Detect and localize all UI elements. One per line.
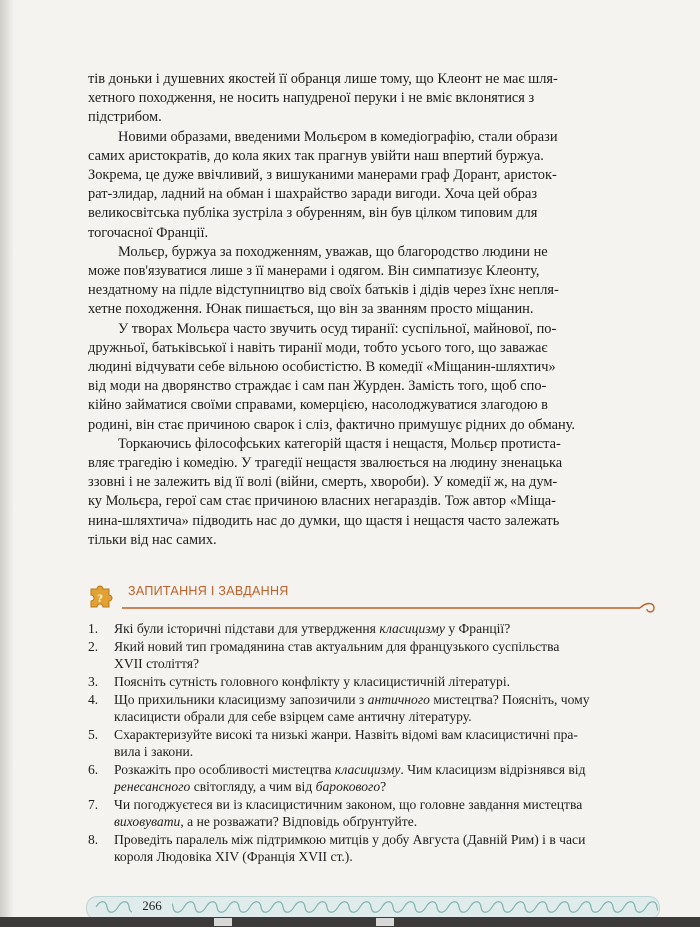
question-text: Поясніть сутність головного конфлікту у класицистичній літературі. — [114, 674, 511, 690]
text-line: Мольєр, буржуа за походженням, уважав, що благородство людини не — [118, 243, 548, 260]
ornament-swirl — [382, 902, 404, 913]
ornament-swirl — [536, 902, 558, 913]
ornament-swirl — [448, 902, 470, 913]
text-line: родині, він стає причиною сварок і сліз, фактично примушує рідних до обману. — [88, 416, 576, 433]
question-number: 1. — [88, 621, 99, 636]
svg-text:?: ? — [97, 591, 103, 605]
question-puzzle-icon — [86, 580, 118, 612]
ornament-swirl — [426, 902, 448, 913]
paragraph — [88, 70, 652, 128]
question-item — [88, 762, 652, 796]
viewer-bottom-bar — [0, 917, 700, 927]
question-text: короля Людовіка XIV (Франція XVII ст.). — [114, 849, 353, 865]
page-fold-shadow — [0, 0, 14, 927]
page-number: 266 — [132, 898, 172, 914]
question-text: XVII століття? — [114, 656, 200, 671]
question-text: ? — [380, 779, 387, 795]
scroll-handle-right[interactable] — [376, 918, 394, 926]
question-number: 4. — [88, 692, 99, 708]
question-item — [88, 832, 652, 866]
text-line: Торкаючись філософських категорій щастя і нещастя, Мольєр протиста- — [118, 435, 561, 452]
question-item — [88, 692, 652, 726]
question-item — [88, 674, 652, 691]
text-line: тів доньки і душевних якостей її обранця лише тому, що Клеонт не має шля- — [88, 71, 558, 87]
section-header — [86, 578, 658, 614]
text-line: тогочасної Франції. — [88, 224, 209, 241]
ornament-swirl — [470, 902, 492, 913]
text-line: ку Мольєра, герої сам стає причиною власних негараздів. Тож автор «Міща- — [88, 493, 556, 510]
question-text: Проведіть паралель між підтримкою митців у добу Августа (Давній Рим) і в часи — [114, 832, 586, 848]
question-number: 5. — [88, 727, 99, 743]
question-term: виховувати — [114, 814, 181, 830]
ornament-swirl — [272, 902, 294, 913]
questions-list — [88, 621, 652, 867]
text-line: може пов'язуватися лише з її манерами і одягом. Він симпатизує Клеонту, — [88, 263, 540, 280]
ornament-swirl — [206, 902, 228, 913]
text-line: тільки від нас самих. — [88, 531, 217, 548]
text-line: вляє трагедію і комедію. У трагедії нещастя звалюється на людину зненацька — [88, 455, 563, 472]
paragraph — [88, 320, 652, 435]
paragraph — [88, 243, 652, 320]
text-line: хетного походження, не носить напудреної перуки і не вміє вклонятися з — [88, 90, 535, 107]
question-text: у Франції? — [444, 621, 511, 636]
question-number: 3. — [88, 674, 99, 690]
ornament-swirl — [580, 902, 602, 913]
question-text: класицисти обрали для себе взірцем саме античну літературу. — [114, 709, 472, 725]
text-line: підстрибом. — [88, 109, 162, 126]
question-text: Чи погоджуєтеся ви із класицистичним законом, що головне завдання мистецтва — [114, 797, 583, 813]
text-line: людині відчувати себе вільною особистістю. В комедії «Міщанин-шляхтич» — [88, 359, 556, 376]
scroll-handle-left[interactable] — [214, 918, 232, 926]
paragraph — [88, 435, 652, 550]
question-item — [88, 727, 652, 761]
ornament-swirl — [316, 902, 338, 913]
ornament-swirl — [338, 902, 360, 913]
ornament-swirl — [360, 902, 382, 913]
question-item — [88, 621, 652, 638]
text-line: кійно займатися своїми справами, комерцією, насолоджуватися злагодою в — [88, 397, 548, 414]
ornament-swirl — [250, 902, 272, 913]
text-line: великосвітська публіка зустріла з обуренням, він був цілком типовим для — [88, 205, 538, 222]
question-number: 8. — [88, 832, 99, 848]
ornament-swirl — [602, 902, 624, 913]
text-line: хетне походження. Юнак пишається, що він за званням просто міщанин. — [88, 301, 534, 318]
ornament-swirl — [624, 902, 646, 913]
text-line: ззовні і не залежить від її волі (війни, смерть, хвороби). У комедії ж, на дум- — [88, 474, 558, 491]
section-title: ЗАПИТАННЯ І ЗАВДАННЯ — [128, 584, 289, 598]
question-text: Які були історичні підстави для утвердження — [114, 621, 380, 636]
question-text: Розкажіть про особливості мистецтва — [114, 762, 335, 778]
question-item — [88, 639, 652, 673]
question-text: вила і закони. — [114, 744, 194, 760]
section-rule — [122, 602, 658, 614]
ornament-swirl — [294, 902, 316, 913]
ornament-swirl — [646, 902, 658, 913]
question-text: Схарактеризуйте високі та низькі жанри. Назвіть відомі вам класицистичні пра- — [114, 727, 578, 743]
ornament-swirl — [558, 902, 580, 913]
text-line: самих аристократів, до кола яких так прагнув увійти наш впертий буржуа. — [88, 147, 544, 164]
question-text: Що прихильники класицизму запозичили з — [114, 692, 368, 708]
text-line: Новими образами, введеними Мольєром в комедіографію, стали образи — [118, 128, 558, 145]
question-term: класицизму — [334, 762, 401, 778]
question-text: , а не розважати? Відповідь обґрунтуйте. — [180, 814, 418, 830]
text-line: нездатному на підле відступництво від своїх батьків і дідів через їхнє непля- — [88, 282, 559, 299]
ornament-swirl — [404, 902, 426, 913]
text-line: Зокрема, це дуже ввічливий, з вишуканими манерами граф Дорант, аристок- — [88, 167, 557, 184]
question-term: ренесансного — [114, 779, 191, 795]
ornament-swirl — [492, 902, 514, 913]
text-line: від моди на дворянство страждає і сам пан Журден. Замість того, щоб спо- — [88, 378, 547, 395]
ornament-swirl — [514, 902, 536, 913]
question-number: 6. — [88, 762, 99, 778]
question-term: античного — [367, 692, 430, 708]
paragraph — [88, 128, 652, 243]
text-line: дружньої, батьківської і навіть тиранії моди, тобто усього того, що заважає — [88, 339, 548, 356]
ornament-swirl — [96, 902, 118, 913]
text-line: нина-шляхтича» підводить нас до думки, що щастя і нещастя часто залежать — [88, 512, 560, 529]
question-number: 2. — [88, 639, 99, 655]
question-text: . Чим класицизм відрізнявся від — [400, 762, 586, 778]
question-text: Який новий тип громадянина став актуальним для французького суспільства — [114, 639, 560, 655]
question-item — [88, 797, 652, 831]
text-line: рат-злидар, ладний на обман і шахрайство заради вигоди. Хоча цей образ — [88, 186, 538, 203]
question-term: класицизму — [379, 621, 445, 636]
ornament-swirl — [228, 902, 250, 913]
question-term: барокового — [315, 779, 381, 795]
body-text — [88, 70, 652, 550]
question-text: мистецтва? Поясніть, чому — [429, 692, 590, 708]
text-line: У творах Мольєра часто звучить осуд тиранії: суспільної, майнової, по- — [118, 320, 557, 337]
question-number: 7. — [88, 797, 99, 813]
question-text: світогляду, а чим від — [190, 779, 316, 795]
ornament-swirl — [184, 902, 206, 913]
